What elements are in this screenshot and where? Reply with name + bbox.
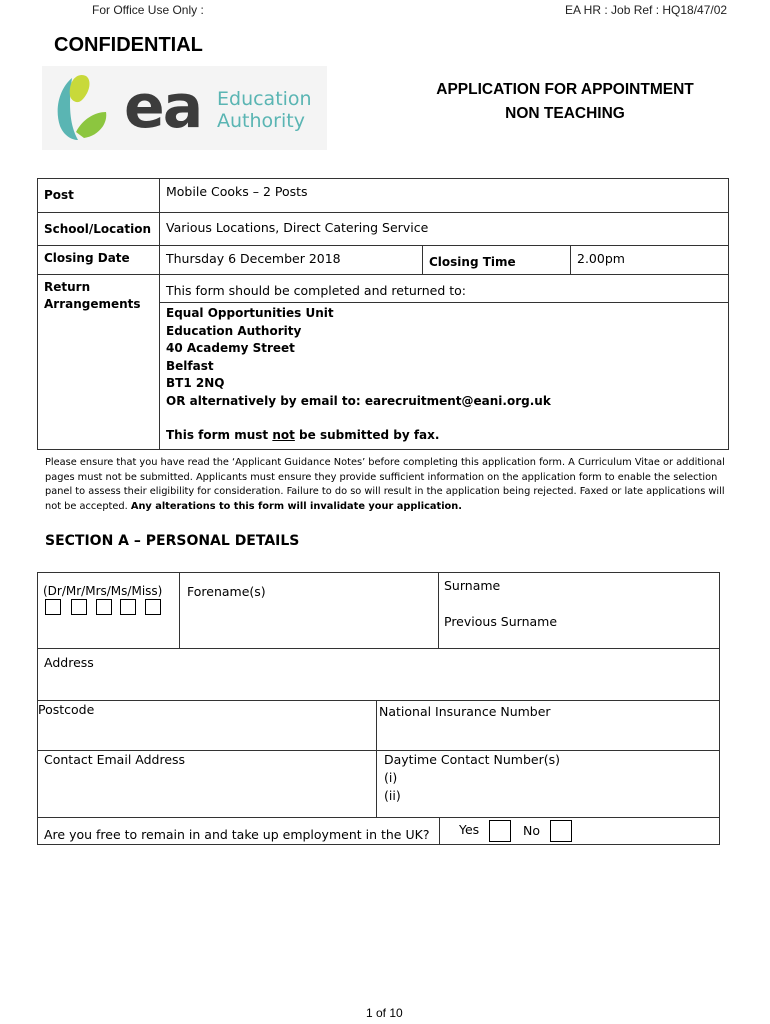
logo-letters: ea <box>124 72 202 142</box>
guidance-bold: Any alterations to this form will invalidate your application. <box>130 500 462 512</box>
fax-not: not <box>272 428 295 442</box>
address-line: BT1 2NQ <box>166 376 225 390</box>
ea-logo <box>42 66 327 150</box>
fax-pre: This form must <box>166 428 273 442</box>
logo-line1: Education <box>217 88 312 110</box>
uk-question-label: Are you free to remain in and take up employment in the UK? <box>44 827 430 842</box>
form-title-line1: APPLICATION FOR APPOINTMENT <box>436 81 694 98</box>
email-return-line: OR alternatively by email to: earecruitment@eani.org.uk <box>166 393 551 408</box>
title-checkbox-dr[interactable] <box>45 599 61 615</box>
return-address <box>160 303 728 449</box>
logo-line2: Authority <box>217 110 305 132</box>
title-checkbox-ms[interactable] <box>120 599 136 615</box>
address-label: Address <box>44 655 94 670</box>
job-ref: EA HR : Job Ref : HQ18/47/02 <box>565 3 728 17</box>
address-line: Belfast <box>166 358 214 373</box>
guidance-text: Please ensure that you have read the ‘Applicant Guidance Notes’ before completing this application form. A Curriculum Vitae or additional pages must not be submitted. Applicants must ensure they provide sufficient information on the application form to enable the selection panel to assess their eligibility for consideration. Failure to do so will result in the application being rejected. Faxed or late applications will not be accepted. <box>45 457 725 512</box>
yes-label: Yes <box>459 822 480 837</box>
address-field[interactable] <box>37 648 720 701</box>
daytime-ii: (ii) <box>384 788 401 803</box>
closing-date-label: Closing Date <box>38 246 160 275</box>
uk-yes-checkbox[interactable] <box>489 820 511 842</box>
school-label: School/Location <box>38 213 160 246</box>
title-checkbox-mrs[interactable] <box>96 599 112 615</box>
section-a-title: SECTION A – PERSONAL DETAILS <box>45 533 300 549</box>
contact-email-label: Contact Email Address <box>44 752 186 767</box>
forename-label: Forename(s) <box>187 584 266 599</box>
closing-time-label: Closing Time <box>423 246 571 275</box>
fax-warning <box>166 427 722 445</box>
fax-post: be submitted by fax. <box>294 428 440 442</box>
return-label-line1: Return <box>44 280 91 294</box>
address-line: 40 Academy Street <box>166 341 295 355</box>
address-line: Equal Opportunities Unit <box>166 306 334 320</box>
return-details <box>160 275 729 450</box>
title-checkbox-miss[interactable] <box>145 599 161 615</box>
daytime-i: (i) <box>384 770 398 785</box>
surname-label: Surname <box>444 578 501 593</box>
post-info-table <box>37 178 729 450</box>
no-label: No <box>523 823 540 838</box>
school-value: Various Locations, Direct Catering Service <box>160 213 729 246</box>
form-title <box>400 78 730 126</box>
office-use-label: For Office Use Only : <box>92 3 204 17</box>
return-label <box>38 275 160 450</box>
form-title-line2: NON TEACHING <box>505 105 625 122</box>
daytime-label: Daytime Contact Number(s) <box>384 752 560 767</box>
return-label-line2: Arrangements <box>44 297 141 311</box>
title-checkbox-mr[interactable] <box>71 599 87 615</box>
address-line: Education Authority <box>166 323 302 338</box>
return-intro: This form should be completed and returned to: <box>160 275 728 303</box>
guidance-note <box>45 456 725 514</box>
closing-date-value: Thursday 6 December 2018 <box>160 246 423 275</box>
confidential-heading: CONFIDENTIAL <box>54 34 203 56</box>
title-field-label: (Dr/Mr/Mrs/Ms/Miss) <box>43 584 163 598</box>
post-value: Mobile Cooks – 2 Posts <box>160 179 729 213</box>
postcode-label: Postcode <box>38 702 95 717</box>
page-number: 1 of 10 <box>366 1006 403 1020</box>
uk-no-checkbox[interactable] <box>550 820 572 842</box>
previous-surname-label: Previous Surname <box>444 614 558 629</box>
uk-answer-cell <box>439 817 720 845</box>
ni-number-label: National Insurance Number <box>379 704 551 719</box>
closing-time-value: 2.00pm <box>571 246 729 275</box>
post-label: Post <box>38 179 160 213</box>
